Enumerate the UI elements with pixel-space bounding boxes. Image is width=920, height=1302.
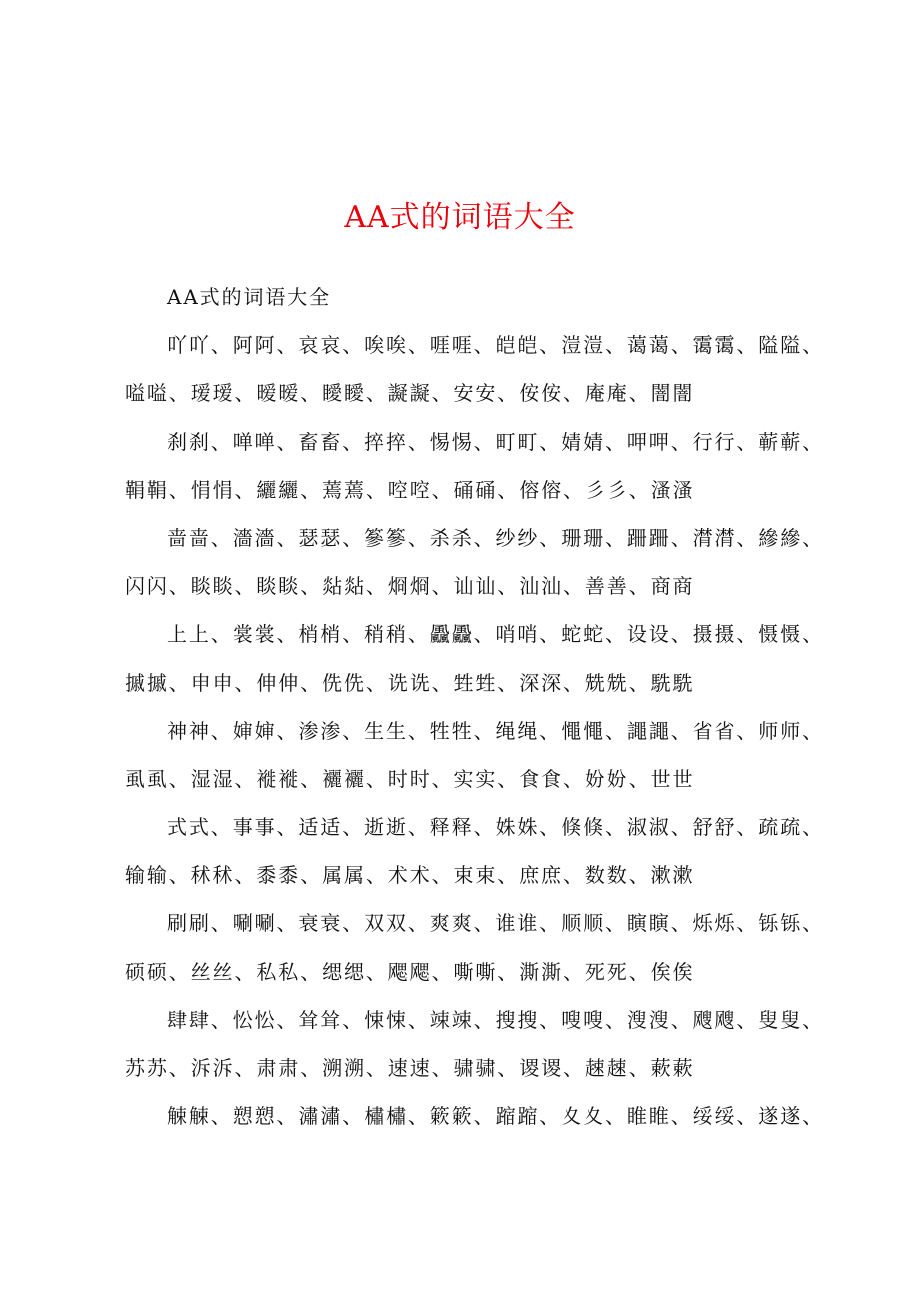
paragraph-line: 吖吖、阿阿、哀哀、唉唉、啀啀、皑皑、溰溰、蔼蔼、霭霭、隘隘、 xyxy=(167,333,824,358)
paragraph xyxy=(125,610,835,706)
paragraph-line: 苏苏、泝泝、肃肃、溯溯、速速、骕骕、谡谡、趚趚、蔌蔌 xyxy=(125,1056,695,1080)
paragraph-line: 摵摵、申申、伸伸、侁侁、诜诜、甡甡、深深、兟兟、駪駪 xyxy=(125,670,695,695)
paragraph-line: 式式、事事、适适、逝逝、释释、姝姝、倏倏、淑淑、舒舒、疏疏、 xyxy=(167,815,824,840)
paragraph-line: 硕硕、丝丝、私私、缌缌、飔飔、嘶嘶、澌澌、死死、俟俟 xyxy=(125,959,695,984)
paragraph-line: 上上、裳裳、梢梢、稍稍、飍飍、哨哨、蛇蛇、设设、摄摄、慑慑、 xyxy=(167,622,824,647)
paragraph-line: 肆肆、忪忪、耸耸、悚悚、竦竦、搜搜、嗖嗖、溲溲、飕飕、叟叟、 xyxy=(167,1007,824,1032)
paragraph-line: 刹刹、啴啴、畜畜、捽捽、惕惕、町町、婧婧、呷呷、行行、蕲蕲、 xyxy=(167,429,824,454)
paragraph-line: 神神、婶婶、渗渗、生生、牲牲、绳绳、憴憴、譝譝、省省、师师、 xyxy=(167,718,824,743)
paragraph-line: 鞙鞙、悁悁、纚纚、蔫蔫、啌啌、硧硧、傛傛、彡彡、溞溞 xyxy=(125,477,695,502)
paragraph-line: 觫觫、愬愬、潚潚、橚橚、簌簌、蹜蹜、夊夊、睢睢、绥绥、遂遂、 xyxy=(167,1104,824,1129)
document-title: AA式的词语大全 xyxy=(344,200,576,235)
word-list xyxy=(125,321,835,1140)
paragraph-line: 刷刷、唰唰、衰衰、双双、爽爽、谁谁、顺顺、瞚瞚、烁烁、铄铄、 xyxy=(167,911,824,936)
paragraph-line: 输输、秫秫、黍黍、属属、术术、束束、庶庶、数数、漱漱 xyxy=(125,863,695,888)
paragraph-line: 嗌嗌、瑷瑷、暧暧、瞹瞹、譺譺、安安、侒侒、庵庵、闇闇 xyxy=(125,381,695,406)
paragraph xyxy=(125,803,835,899)
paragraph-line: 啬啬、濇濇、瑟瑟、篸篸、杀杀、纱纱、珊珊、跚跚、潸潸、縿縿、 xyxy=(167,525,824,550)
paragraph xyxy=(125,1092,835,1140)
document-body xyxy=(125,273,835,1140)
subtitle: AA式的词语大全 xyxy=(167,285,332,309)
paragraph-line: 闪闪、睒睒、睒睒、煔煔、烱烱、讪讪、汕汕、善善、商商 xyxy=(125,574,695,599)
paragraph xyxy=(125,321,835,417)
paragraph xyxy=(125,418,835,514)
paragraph xyxy=(125,996,835,1092)
paragraph xyxy=(125,514,835,610)
paragraph xyxy=(125,707,835,803)
paragraph xyxy=(125,899,835,995)
paragraph-line: 虱虱、湿湿、褷褷、襹襹、时时、实实、食食、妢妢、世世 xyxy=(125,766,695,791)
